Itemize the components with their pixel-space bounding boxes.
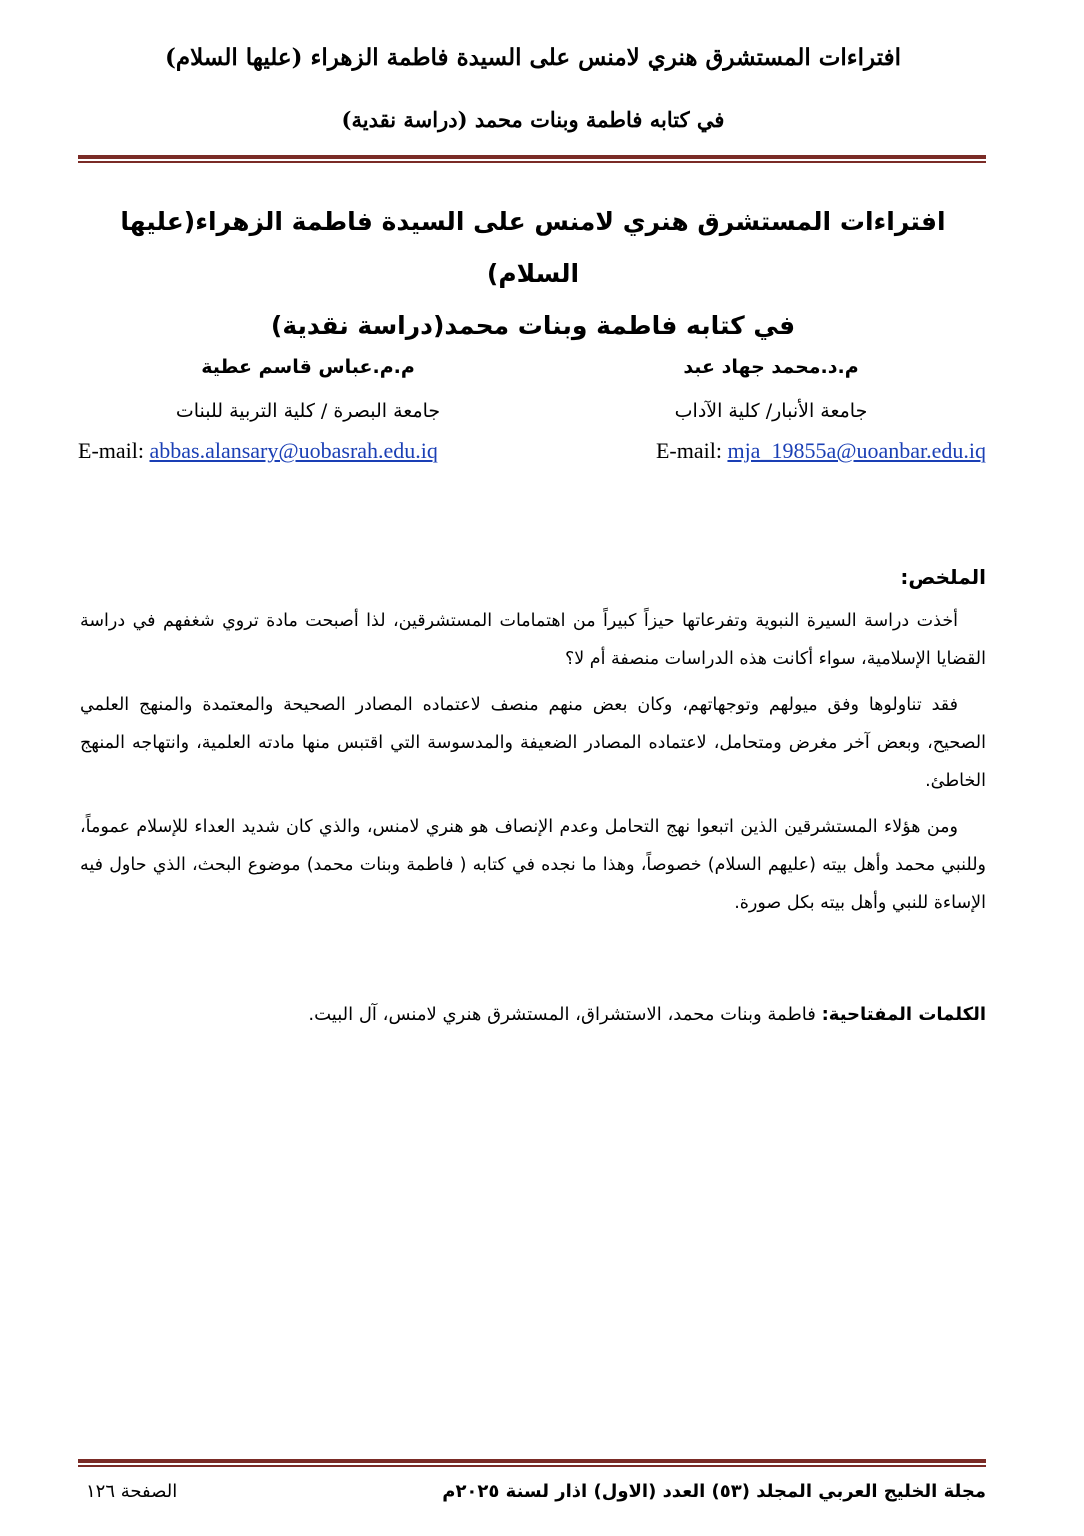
page-footer xyxy=(80,1474,986,1514)
abstract xyxy=(80,560,986,930)
author-1-email-link[interactable]: mja_19855a@uoanbar.edu.iq xyxy=(727,438,986,463)
abstract-paragraph-1: أخذت دراسة السيرة النبوية وتفرعاتها حيزاً كبيراً من اهتمامات المستشرقين، لذا أصبحت مادة تروي شغفهم في دراسة القضايا الإسلامية، سواء أكانت هذه الدراسات منصفة أم لا؟ xyxy=(80,611,986,669)
abstract-paragraph-2: فقد تناولوها وفق ميولهم وتوجهاتهم، وكان بعض منهم منصف لاعتماده المصادر الصحيحة والمعتمدة والمنهج العلمي الصحيح، وبعض آخر مغرض ومتحامل، لاعتماده المصادر الضعيفة والمدسوسة التي اقتبس منها مادته العلمية، وانتهاجه المنهج الخاطئ. xyxy=(80,695,986,791)
author-1-email-line xyxy=(556,436,986,466)
author-1-email-label: E-mail: xyxy=(655,438,722,463)
keywords-label: الكلمات المفتاحية: xyxy=(821,1004,986,1025)
running-header-line1: افتراءات المستشرق هنري لامنس على السيدة فاطمة الزهراء (عليها السلام) xyxy=(164,44,902,71)
author-2-email-line xyxy=(78,436,538,466)
keywords xyxy=(80,997,986,1033)
running-header xyxy=(80,38,986,140)
keywords-text: فاطمة وبنات محمد، الاستشراق، المستشرق هنري لامنس، آل البيت. xyxy=(308,1004,822,1025)
running-header-line2: في كتابه فاطمة وبنات محمد (دراسة نقدية) xyxy=(341,107,725,132)
journal-citation: مجلة الخليج العربي المجلد (٥٣) العدد (الاول) اذار لسنة ٢٠٢٥م xyxy=(442,1481,986,1502)
author-2 xyxy=(78,352,538,466)
authors-block xyxy=(78,352,986,482)
author-1-name: م.د.محمد جهاد عبد xyxy=(683,356,859,378)
paper-title-line2: في كتابه فاطمة وبنات محمد(دراسة نقدية) xyxy=(270,311,796,340)
paper-title-line1: افتراءات المستشرق هنري لامنس على السيدة فاطمة الزهراء(عليها السلام) xyxy=(120,207,946,288)
author-2-name: م.م.عباس قاسم عطية xyxy=(201,356,415,378)
page-number: الصفحة ١٢٦ xyxy=(86,1481,178,1502)
abstract-heading: الملخص: xyxy=(900,565,986,589)
author-2-affiliation: جامعة البصرة / كلية التربية للبنات xyxy=(175,400,441,422)
author-2-email-label: E-mail: xyxy=(78,438,144,463)
paper-title xyxy=(80,196,986,352)
author-1-affiliation: جامعة الأنبار/ كلية الآداب xyxy=(674,400,868,422)
abstract-paragraph-3: ومن هؤلاء المستشرقين الذين اتبعوا نهج التحامل وعدم الإنصاف هو هنري لامنس، والذي كان شديد العداء للإسلام عموماً، وللنبي محمد وأهل بيته (عليهم السلام) خصوصاً، وهذا ما نجده في كتابه ( فاطمة وبنات محمد) موضوع البحث، الذي حاول فيه الإساءة للنبي وأهل بيته بكل صورة. xyxy=(80,817,986,913)
author-1 xyxy=(556,352,986,466)
author-2-email-link[interactable]: abbas.alansary@uobasrah.edu.iq xyxy=(149,438,438,463)
